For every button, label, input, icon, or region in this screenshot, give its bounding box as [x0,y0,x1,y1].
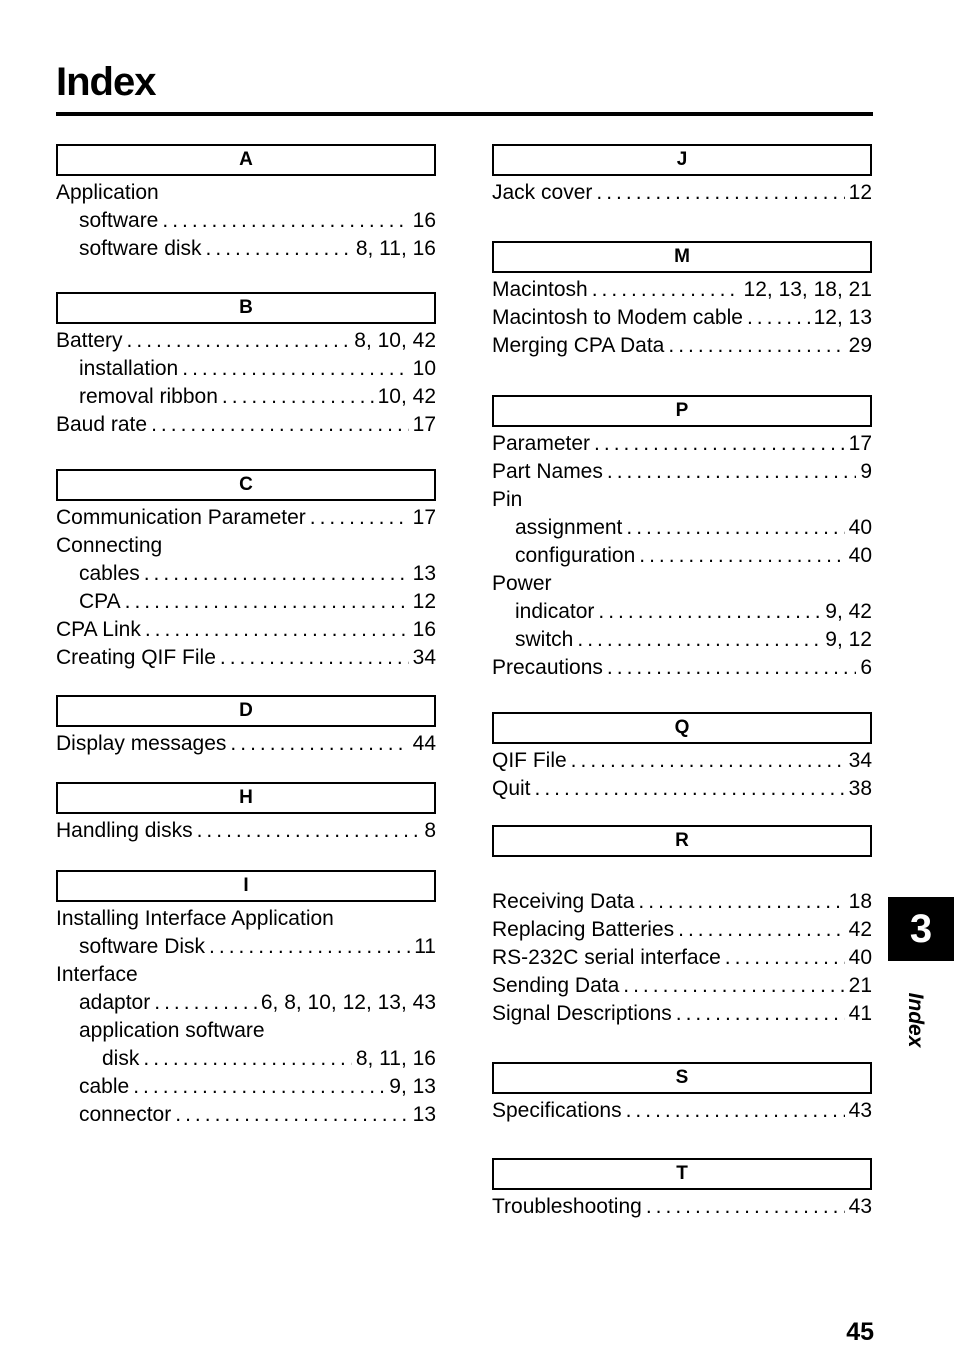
entry-pages: 34 [848,749,872,772]
section-letter-box: R [492,825,872,857]
section-letter-box: A [56,144,436,176]
index-entry [56,730,436,758]
dot-leader [725,944,845,972]
dot-leader [220,644,409,672]
chapter-tab: 3 [888,897,954,961]
dot-leader [596,179,844,207]
entry-term: Communication Parameter [56,506,306,529]
index-section-b [56,292,436,439]
entry-term: Handling disks [56,819,193,842]
entry-term: CPA [79,590,121,613]
section-letter-box: P [492,395,872,427]
section-letter-box: M [492,241,872,273]
entry-term: Macintosh to Modem cable [492,306,743,329]
entry-term: Precautions [492,656,603,679]
dot-leader [182,355,408,383]
entry-pages: 21 [848,974,872,997]
entry-term: Pin [492,488,523,511]
entry-pages: 8, 10, 42 [354,329,436,352]
entry-term: Creating QIF File [56,646,216,669]
index-entry [492,1000,872,1028]
index-entry [492,626,872,654]
entry-term: Troubleshooting [492,1195,642,1218]
dot-leader [197,817,421,845]
section-letter-box: S [492,1062,872,1094]
entry-list [492,1097,872,1125]
entry-pages: 8 [424,819,436,842]
entry-term: Quit [492,777,531,800]
index-entry [56,560,436,588]
dot-leader [623,972,844,1000]
entry-pages: 10 [412,357,436,380]
index-entry [56,504,436,532]
section-letter-box: D [56,695,436,727]
entry-term: software disk [79,237,202,260]
dot-leader [222,383,374,411]
entry-pages: 18 [848,890,872,913]
entry-list [492,430,872,682]
entry-list [492,276,872,360]
entry-pages: 8, 11, 16 [355,1047,436,1070]
index-entry [56,355,436,383]
entry-list [56,179,436,263]
dot-leader [639,542,844,570]
entry-list [56,327,436,439]
section-letter-box: T [492,1158,872,1190]
index-section-i [56,870,436,1129]
entry-pages: 17 [848,432,872,455]
entry-pages: 12 [848,181,872,204]
index-section-r [492,825,872,1028]
entry-term: Replacing Batteries [492,918,675,941]
entry-list [56,905,436,1129]
index-entry [56,1017,436,1045]
entry-term: Battery [56,329,123,352]
entry-pages: 41 [848,1002,872,1025]
dot-leader [638,888,844,916]
index-entry [492,1193,872,1221]
entry-term: Interface [56,963,138,986]
dot-leader [646,1193,845,1221]
entry-pages: 17 [412,413,436,436]
entry-pages: 6, 8, 10, 12, 13, 43 [260,991,436,1014]
entry-pages: 9 [860,460,872,483]
dot-leader [125,588,409,616]
entry-term: Signal Descriptions [492,1002,672,1025]
index-entry [492,888,872,916]
entry-pages: 8, 11, 16 [355,237,436,260]
dot-leader [206,235,352,263]
chapter-tab-label: Index [904,992,927,1048]
entry-list [56,817,436,845]
entry-term: Part Names [492,460,603,483]
index-entry [492,747,872,775]
entry-term: Macintosh [492,278,588,301]
index-section-a [56,144,436,263]
index-entry [56,327,436,355]
entry-pages: 10, 42 [377,385,436,408]
entry-pages: 34 [412,646,436,669]
index-section-h [56,782,436,845]
index-section-s [492,1062,872,1125]
index-entry [492,775,872,803]
index-entry [56,616,436,644]
entry-list [492,1193,872,1221]
entry-pages: 12, 13 [813,306,872,329]
entry-term: Jack cover [492,181,593,204]
dot-leader [209,933,410,961]
dot-leader [594,430,845,458]
index-entry [492,332,872,360]
index-column-right [492,144,872,1221]
page-title: Index [56,60,156,104]
index-entry [56,383,436,411]
entry-pages: 12 [412,590,436,613]
entry-term: Display messages [56,732,227,755]
entry-term: application software [79,1019,265,1042]
dot-leader [144,560,409,588]
index-entry [492,1097,872,1125]
index-entry [492,654,872,682]
index-entry [56,989,436,1017]
entry-term: software [79,209,159,232]
section-letter-box: J [492,144,872,176]
dot-leader [133,1073,385,1101]
entry-list [56,730,436,758]
index-entry [492,570,872,598]
dot-leader [676,1000,845,1028]
index-entry [56,1073,436,1101]
entry-list [492,888,872,1028]
entry-pages: 38 [848,777,872,800]
index-section-t [492,1158,872,1221]
dot-leader [154,989,257,1017]
section-letter-box: C [56,469,436,501]
index-entry [56,961,436,989]
index-entry [492,276,872,304]
dot-leader [143,1045,351,1073]
index-entry [492,944,872,972]
index-entry [56,235,436,263]
entry-pages: 40 [848,946,872,969]
entry-term: CPA Link [56,618,141,641]
entry-pages: 9, 13 [389,1075,436,1098]
index-entry [56,644,436,672]
index-section-m [492,241,872,360]
title-rule [56,112,873,116]
dot-leader [577,626,821,654]
entry-term: assignment [515,516,623,539]
entry-list [492,747,872,803]
entry-pages: 12, 13, 18, 21 [743,278,872,301]
dot-leader [127,327,351,355]
dot-leader [678,916,845,944]
dot-leader [571,747,845,775]
dot-leader [626,1097,845,1125]
dot-leader [145,616,409,644]
entry-term: Receiving Data [492,890,635,913]
index-entry [492,179,872,207]
index-entry [56,1101,436,1129]
entry-term: configuration [515,544,636,567]
section-letter-box: B [56,292,436,324]
dot-leader [175,1101,408,1129]
entry-pages: 17 [412,506,436,529]
entry-pages: 6 [860,656,872,679]
index-entry [492,458,872,486]
entry-term: software Disk [79,935,206,958]
section-letter-box: I [56,870,436,902]
entry-list [492,179,872,207]
entry-pages: 11 [414,935,436,958]
index-entry [56,905,436,933]
entry-term: Specifications [492,1099,622,1122]
entry-term: Installing Interface Application [56,907,334,930]
entry-pages: 40 [848,544,872,567]
dot-leader [607,654,856,682]
index-entry [56,179,436,207]
dot-leader [535,775,845,803]
index-entry [56,207,436,235]
index-column-left [56,144,436,1129]
entry-term: adaptor [79,991,151,1014]
index-entry [492,916,872,944]
index-entry [492,486,872,514]
dot-leader [598,598,821,626]
index-section-c [56,469,436,672]
index-entry [56,588,436,616]
entry-pages: 9, 12 [825,628,872,651]
entry-term: Power [492,572,552,595]
entry-pages: 43 [848,1195,872,1218]
index-entry [56,1045,436,1073]
entry-pages: 9, 42 [825,600,872,623]
entry-term: cable [79,1075,130,1098]
dot-leader [668,332,844,360]
entry-term: Baud rate [56,413,148,436]
dot-leader [310,504,409,532]
entry-pages: 44 [412,732,436,755]
section-letter-box: H [56,782,436,814]
entry-term: Sending Data [492,974,620,997]
dot-leader [626,514,844,542]
index-entry [56,933,436,961]
entry-pages: 13 [412,1103,436,1126]
entry-list [56,504,436,672]
index-entry [56,411,436,439]
entry-term: QIF File [492,749,567,772]
index-section-d [56,695,436,758]
index-entry [492,598,872,626]
entry-term: disk [102,1047,140,1070]
index-entry [56,817,436,845]
entry-term: removal ribbon [79,385,218,408]
entry-term: Connecting [56,534,163,557]
entry-term: cables [79,562,140,585]
dot-leader [592,276,740,304]
entry-pages: 16 [412,618,436,641]
page-number: 45 [846,1318,874,1346]
entry-pages: 43 [848,1099,872,1122]
entry-term: installation [79,357,179,380]
dot-leader [151,411,409,439]
entry-term: Application [56,181,159,204]
entry-pages: 42 [848,918,872,941]
entry-pages: 13 [412,562,436,585]
entry-term: indicator [515,600,595,623]
entry-term: connector [79,1103,172,1126]
index-section-q [492,712,872,803]
index-entry [492,304,872,332]
index-entry [492,430,872,458]
index-section-p [492,395,872,682]
dot-leader [162,207,408,235]
index-entry [492,514,872,542]
index-entry [492,972,872,1000]
entry-pages: 40 [848,516,872,539]
entry-term: Parameter [492,432,591,455]
index-entry [492,542,872,570]
index-entry [56,532,436,560]
section-letter-box: Q [492,712,872,744]
dot-leader [607,458,856,486]
entry-term: switch [515,628,574,651]
entry-term: Merging CPA Data [492,334,665,357]
entry-pages: 16 [412,209,436,232]
index-section-j [492,144,872,207]
dot-leader [230,730,408,758]
entry-pages: 29 [848,334,872,357]
entry-term: RS-232C serial interface [492,946,721,969]
dot-leader [747,304,810,332]
